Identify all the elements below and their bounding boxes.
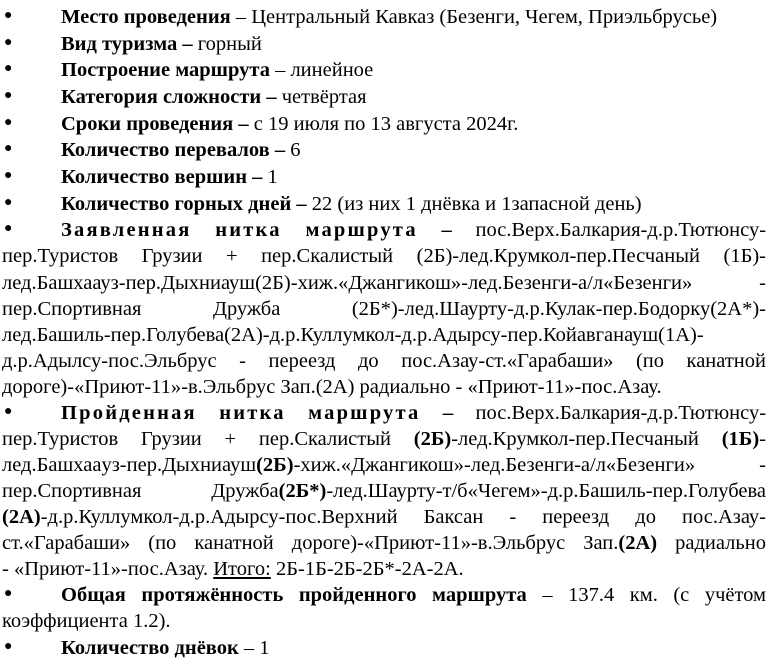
route-line: лед.Башхаауз-пер.Дыхниауш(2Б)-хиж.«Джангикош»-лед.Безенги-а/л«Безенги» - [2,272,766,294]
route-line: Заявленная нитка маршрута – пос.Верх.Балкария-д.р.Тютюнсу- [61,219,767,241]
total-label: Итого: [213,558,271,580]
route-line: пер.Туристов Грузии + пер.Скалистый (2Б)-лед.Крумкол-пер.Песчаный (1Б)- [2,245,766,267]
route-line: лед.Башхааyз-пер.Дыхниауш(2Б)-хиж.«Джангикош»-лед.Безенги-а/л«Безенги» - [2,454,766,476]
route-line: пер.Туристов Грузии + пер.Скалистый (2Б)-лед.Крумкол-пер.Песчаный (1Б)- [2,428,766,450]
item-text: Построение маршрута – линейное [61,59,374,81]
bullet-icon: ● [4,168,13,183]
route-line: дороге)-«Приют-11»-в.Эльбрус Зап.(2А) радиально - «Приют-11»-пос.Азау. [2,376,662,398]
route-line: пер.Спортивная Дружба(2Б*)-лед.Шаурту-т/б«Чегем»-д.р.Башиль-пер.Голубева [2,480,766,502]
route-line: лед.Башиль-пер.Голубева(2А)-д.р.Куллумкол-д.р.Адырсу-пер.Койавганауш(1А)- [2,324,704,346]
bullet-icon: ● [4,61,13,76]
bullet-icon: ● [4,404,13,419]
bullet-icon: ● [4,221,13,236]
route-line: (2А)-д.р.Куллумкол-д.р.Адырсу-пос.Верхний Баксан - переезд до пос.Азау- [2,506,766,528]
item-text: Вид туризма – горный [61,33,262,55]
distance-line: коэффициента 1.2). [2,610,171,632]
bullet-icon: ● [4,88,13,103]
route-line: пер.Спортивная Дружба (2Б*)-лед.Шаурту-д.р.Кулак-пер.Бодорку(2А*)- [2,298,766,320]
bullet-icon: ● [4,35,13,50]
bullet-icon: ● [4,195,13,210]
distance-line: Общая протяжённость пройденного маршрута – 137.4 км. (с учётом [61,584,766,606]
item-text: Количество перевалов – 6 [61,139,301,161]
bullet-icon: ● [4,115,13,130]
bullet-icon: ● [4,141,13,156]
route-line: Пройденная нитка маршрута – пос.Верх.Балкария-д.р.Тютюнсу- [61,402,767,424]
bullet-icon: ● [4,586,13,601]
item-text: Сроки проведения – с 19 июля по 13 августа 2024г. [61,113,519,135]
item-text: Количество вершин – 1 [61,166,278,188]
item-text: Категория сложности – четвёртая [61,86,367,108]
route-line: ст.«Гарабаши» (по канатной дороге)-«Приют-11»-в.Эльбрус Зап.(2А) радиально [2,532,766,554]
item-text: Количество днёвок – 1 [61,637,270,659]
bullet-icon: ● [4,8,13,23]
route-line: д.р.Адылсу-пос.Эльбрус - переезд до пос.Азау-ст.«Гарабаши» (по канатной [2,350,766,372]
item-text: Место проведения – Центральный Кавказ (Безенги, Чегем, Приэльбрусье) [61,6,718,28]
item-text: Количество горных дней – 22 (из них 1 днёвка и 1запасной день) [61,193,642,215]
bullet-icon: ● [4,639,13,654]
route-line: - «Приют-11»-пос.Азау. Итого: 2Б-1Б-2Б-2Б*-2А-2А. [2,558,464,580]
